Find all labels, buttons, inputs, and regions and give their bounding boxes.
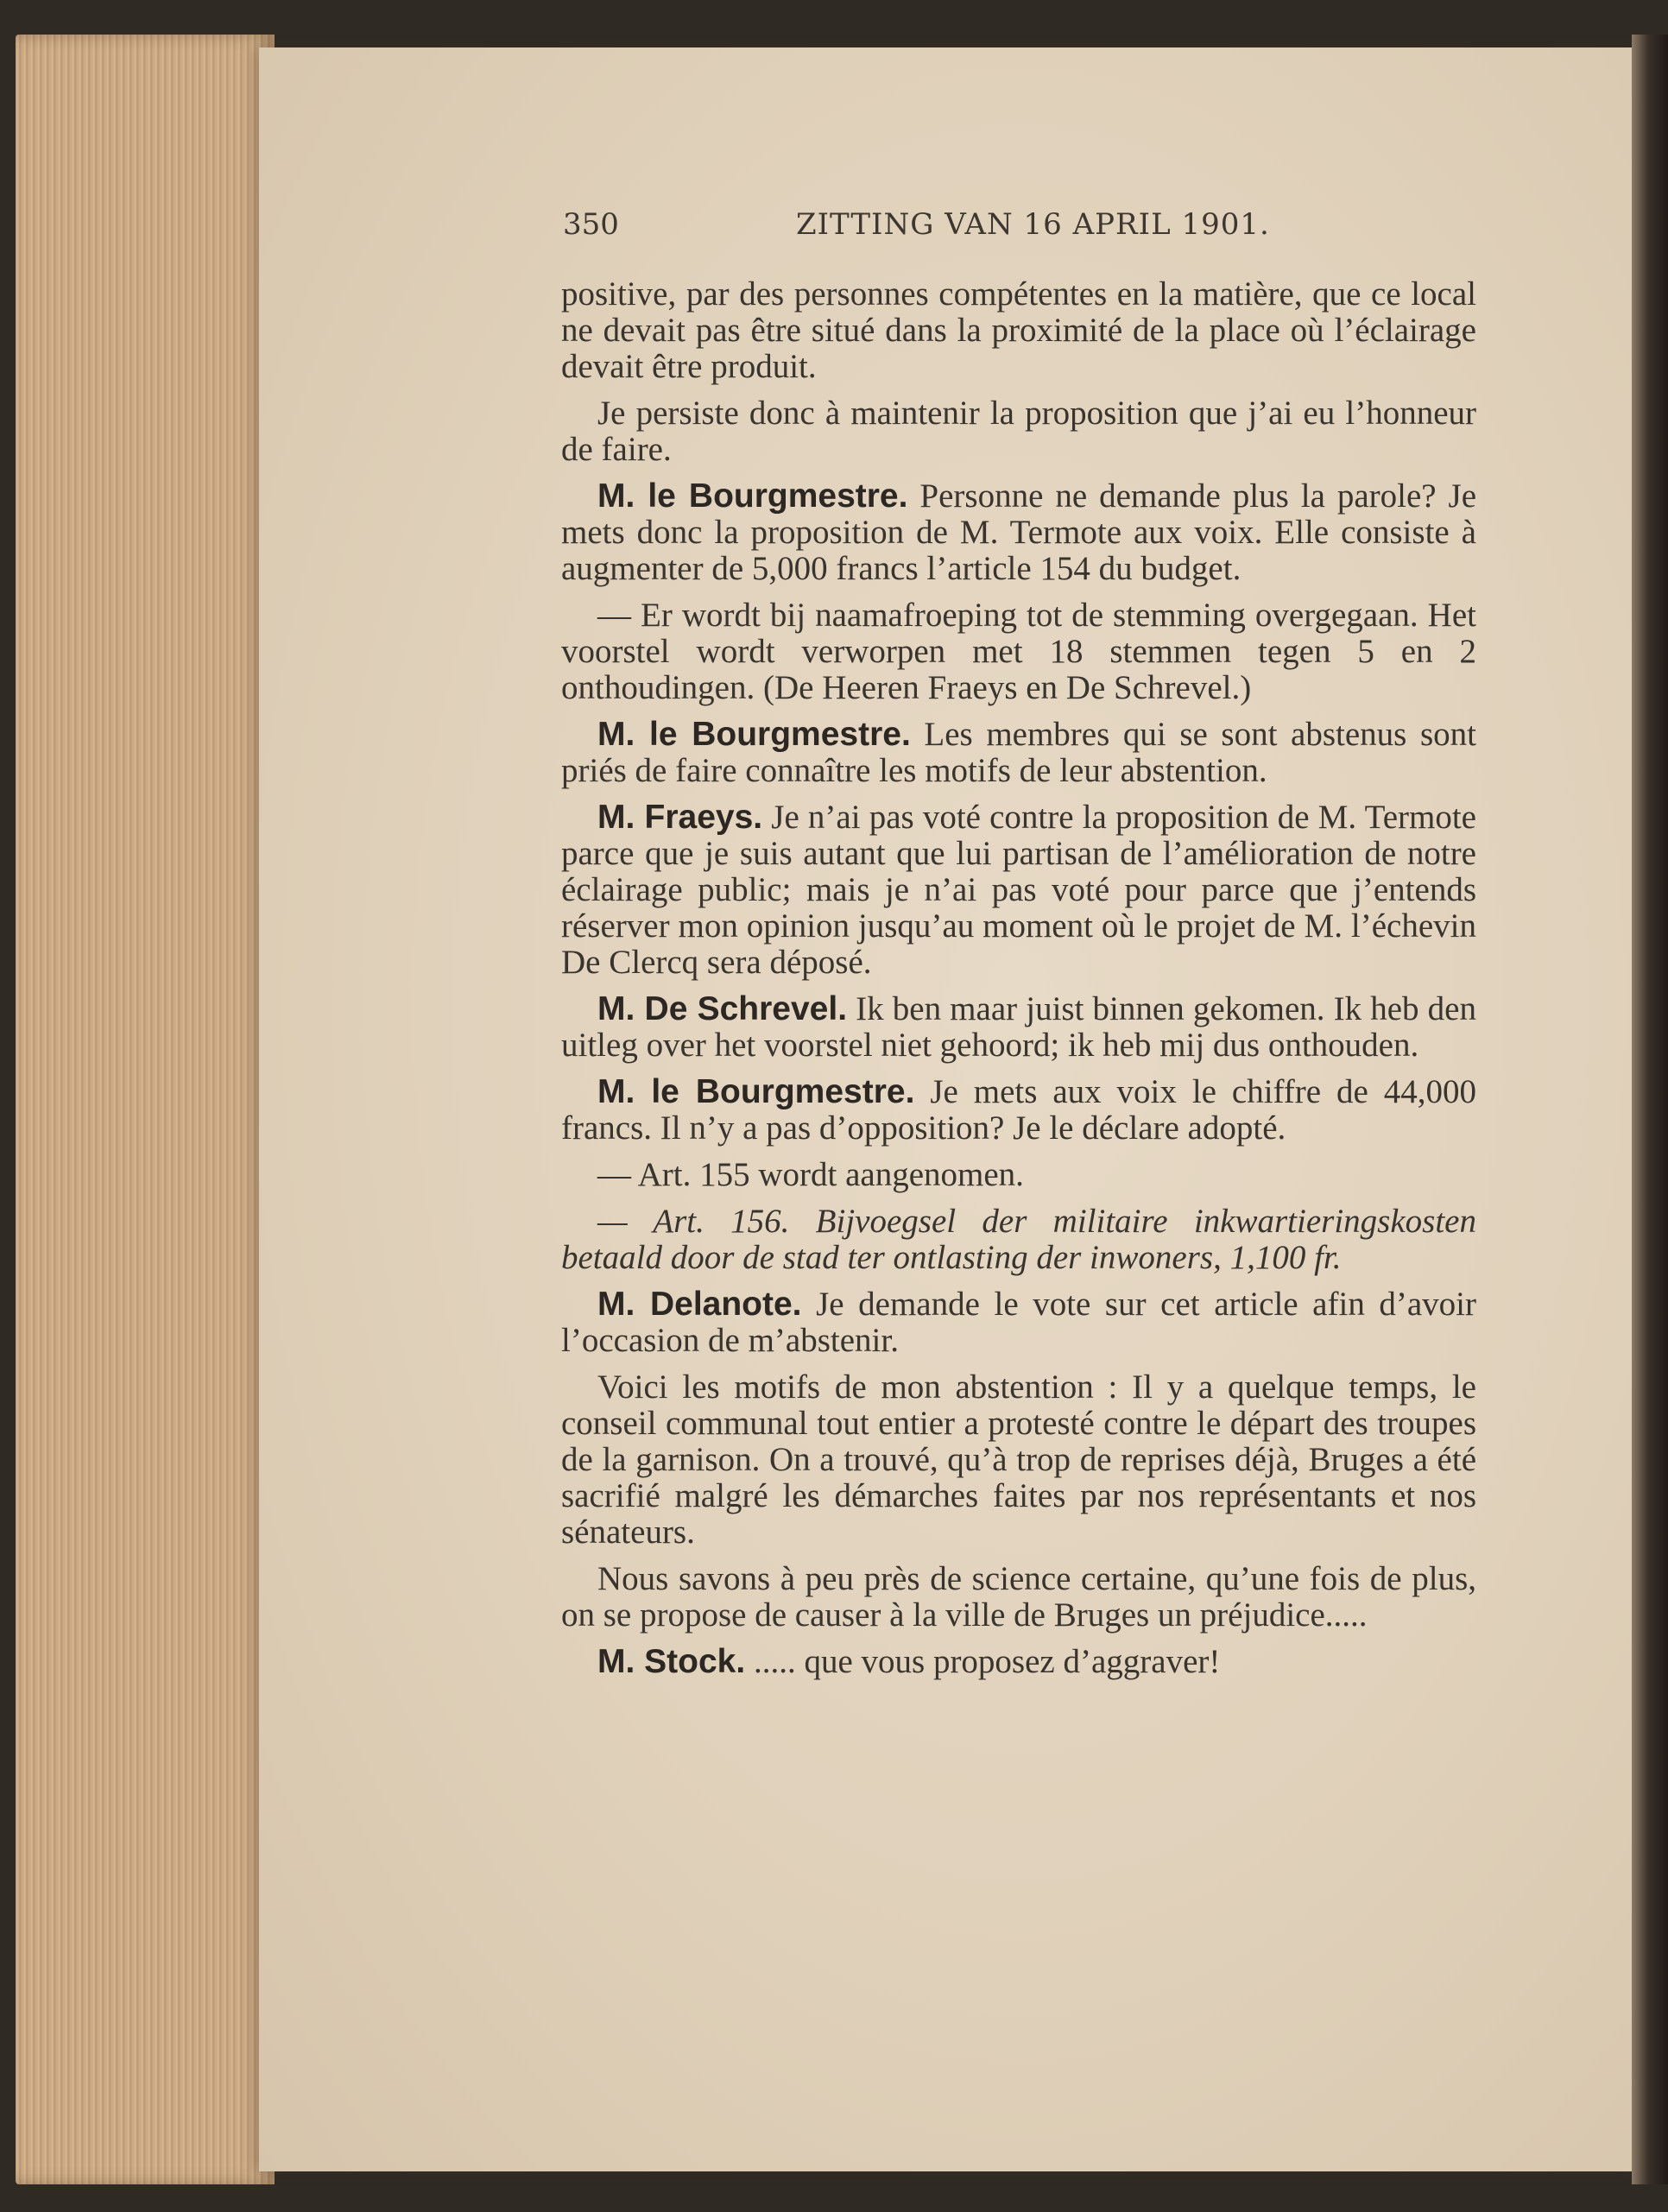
header-title: ZITTING VAN 16 APRIL 1901. [796, 207, 1270, 242]
speaker-name: M. le Bourgmestre. [597, 716, 911, 753]
paragraph: positive, par des personnes compétentes en la matière, que ce local ne devait pas être situé dans la proximité de la place où l’éclairage devait être produit. [561, 275, 1476, 385]
paragraph: M. le Bourgmestre. Les membres qui se sont abstenus sont priés de faire connaître les motifs de leur abstention. [561, 716, 1476, 789]
paragraph: M. Delanote. Je demande le vote sur cet article afin d’avoir l’occasion de m’abstenir. [561, 1286, 1477, 1359]
body-text [561, 276, 1476, 1691]
paragraph: — Art. 155 wordt aangenomen. [597, 1156, 1024, 1193]
paragraph: M. Stock. ..... que vous proposez d’aggraver! [597, 1643, 1221, 1680]
speaker-name: M. Fraeys. [597, 799, 763, 836]
paragraph: Voici les motifs de mon abstention : Il y a quelque temps, le conseil communal tout entier a protesté contre le départ des troupes de la garnison. On a trouvé, qu’à trop de reprises déjà, Bruges a été sacrifié malgré les démarches faites par nos représentants et nos sénateurs. [561, 1368, 1476, 1551]
paragraph-article-156: — Art. 156. Bijvoegsel der militaire inkwartieringskosten betaald door de stad ter ontlasting der inwoners, 1,100 fr. [561, 1203, 1476, 1276]
speaker-name: M. De Schrevel. [597, 990, 848, 1027]
paragraph: M. Fraeys. Je n’ai pas voté contre la proposition de M. Termote parce que je suis autant que lui partisan de l’amélioration de notre éclairage public; mais je n’ai pas voté pour parce que j’entends réserver mon opinion jusqu’au moment où le projet de M. l’échevin De Clercq sera déposé. [561, 799, 1476, 981]
paragraph: Je persiste donc à maintenir la proposition que j’ai eu l’honneur de faire. [561, 395, 1476, 468]
paragraph: Nous savons à peu près de science certaine, qu’une fois de plus, on se propose de causer à la ville de Bruges un préjudice..... [561, 1560, 1476, 1634]
speaker-name: M. Stock. [597, 1643, 746, 1680]
speaker-name: M. le Bourgmestre. [597, 477, 908, 515]
paragraph: M. le Bourgmestre. Je mets aux voix le chiffre de 44,000 francs. Il n’y a pas d’opposition? Je le déclare adopté. [561, 1073, 1476, 1147]
page-edges [16, 35, 275, 2184]
page-number: 350 [563, 207, 619, 242]
speaker-name: M. Delanote. [597, 1286, 802, 1323]
paragraph: M. De Schrevel. Ik ben maar juist binnen gekomen. Ik heb den uitleg over het voorstel niet gehoord; ik heb mij dus onthouden. [561, 990, 1476, 1064]
book-spine [1632, 35, 1668, 2184]
paragraph: — Er wordt bij naamafroeping tot de stemming overgegaan. Het voorstel wordt verworpen met 18 stemmen tegen 5 en 2 onthoudingen. (De Heeren Fraeys en De Schrevel.) [561, 597, 1476, 706]
paragraph: M. le Bourgmestre. Personne ne demande plus la parole? Je mets donc la proposition de M. Termote aux voix. Elle consiste à augmenter de 5,000 francs l’article 154 du budget. [561, 477, 1477, 587]
running-header [563, 197, 1478, 249]
speaker-name: M. le Bourgmestre. [597, 1073, 915, 1110]
